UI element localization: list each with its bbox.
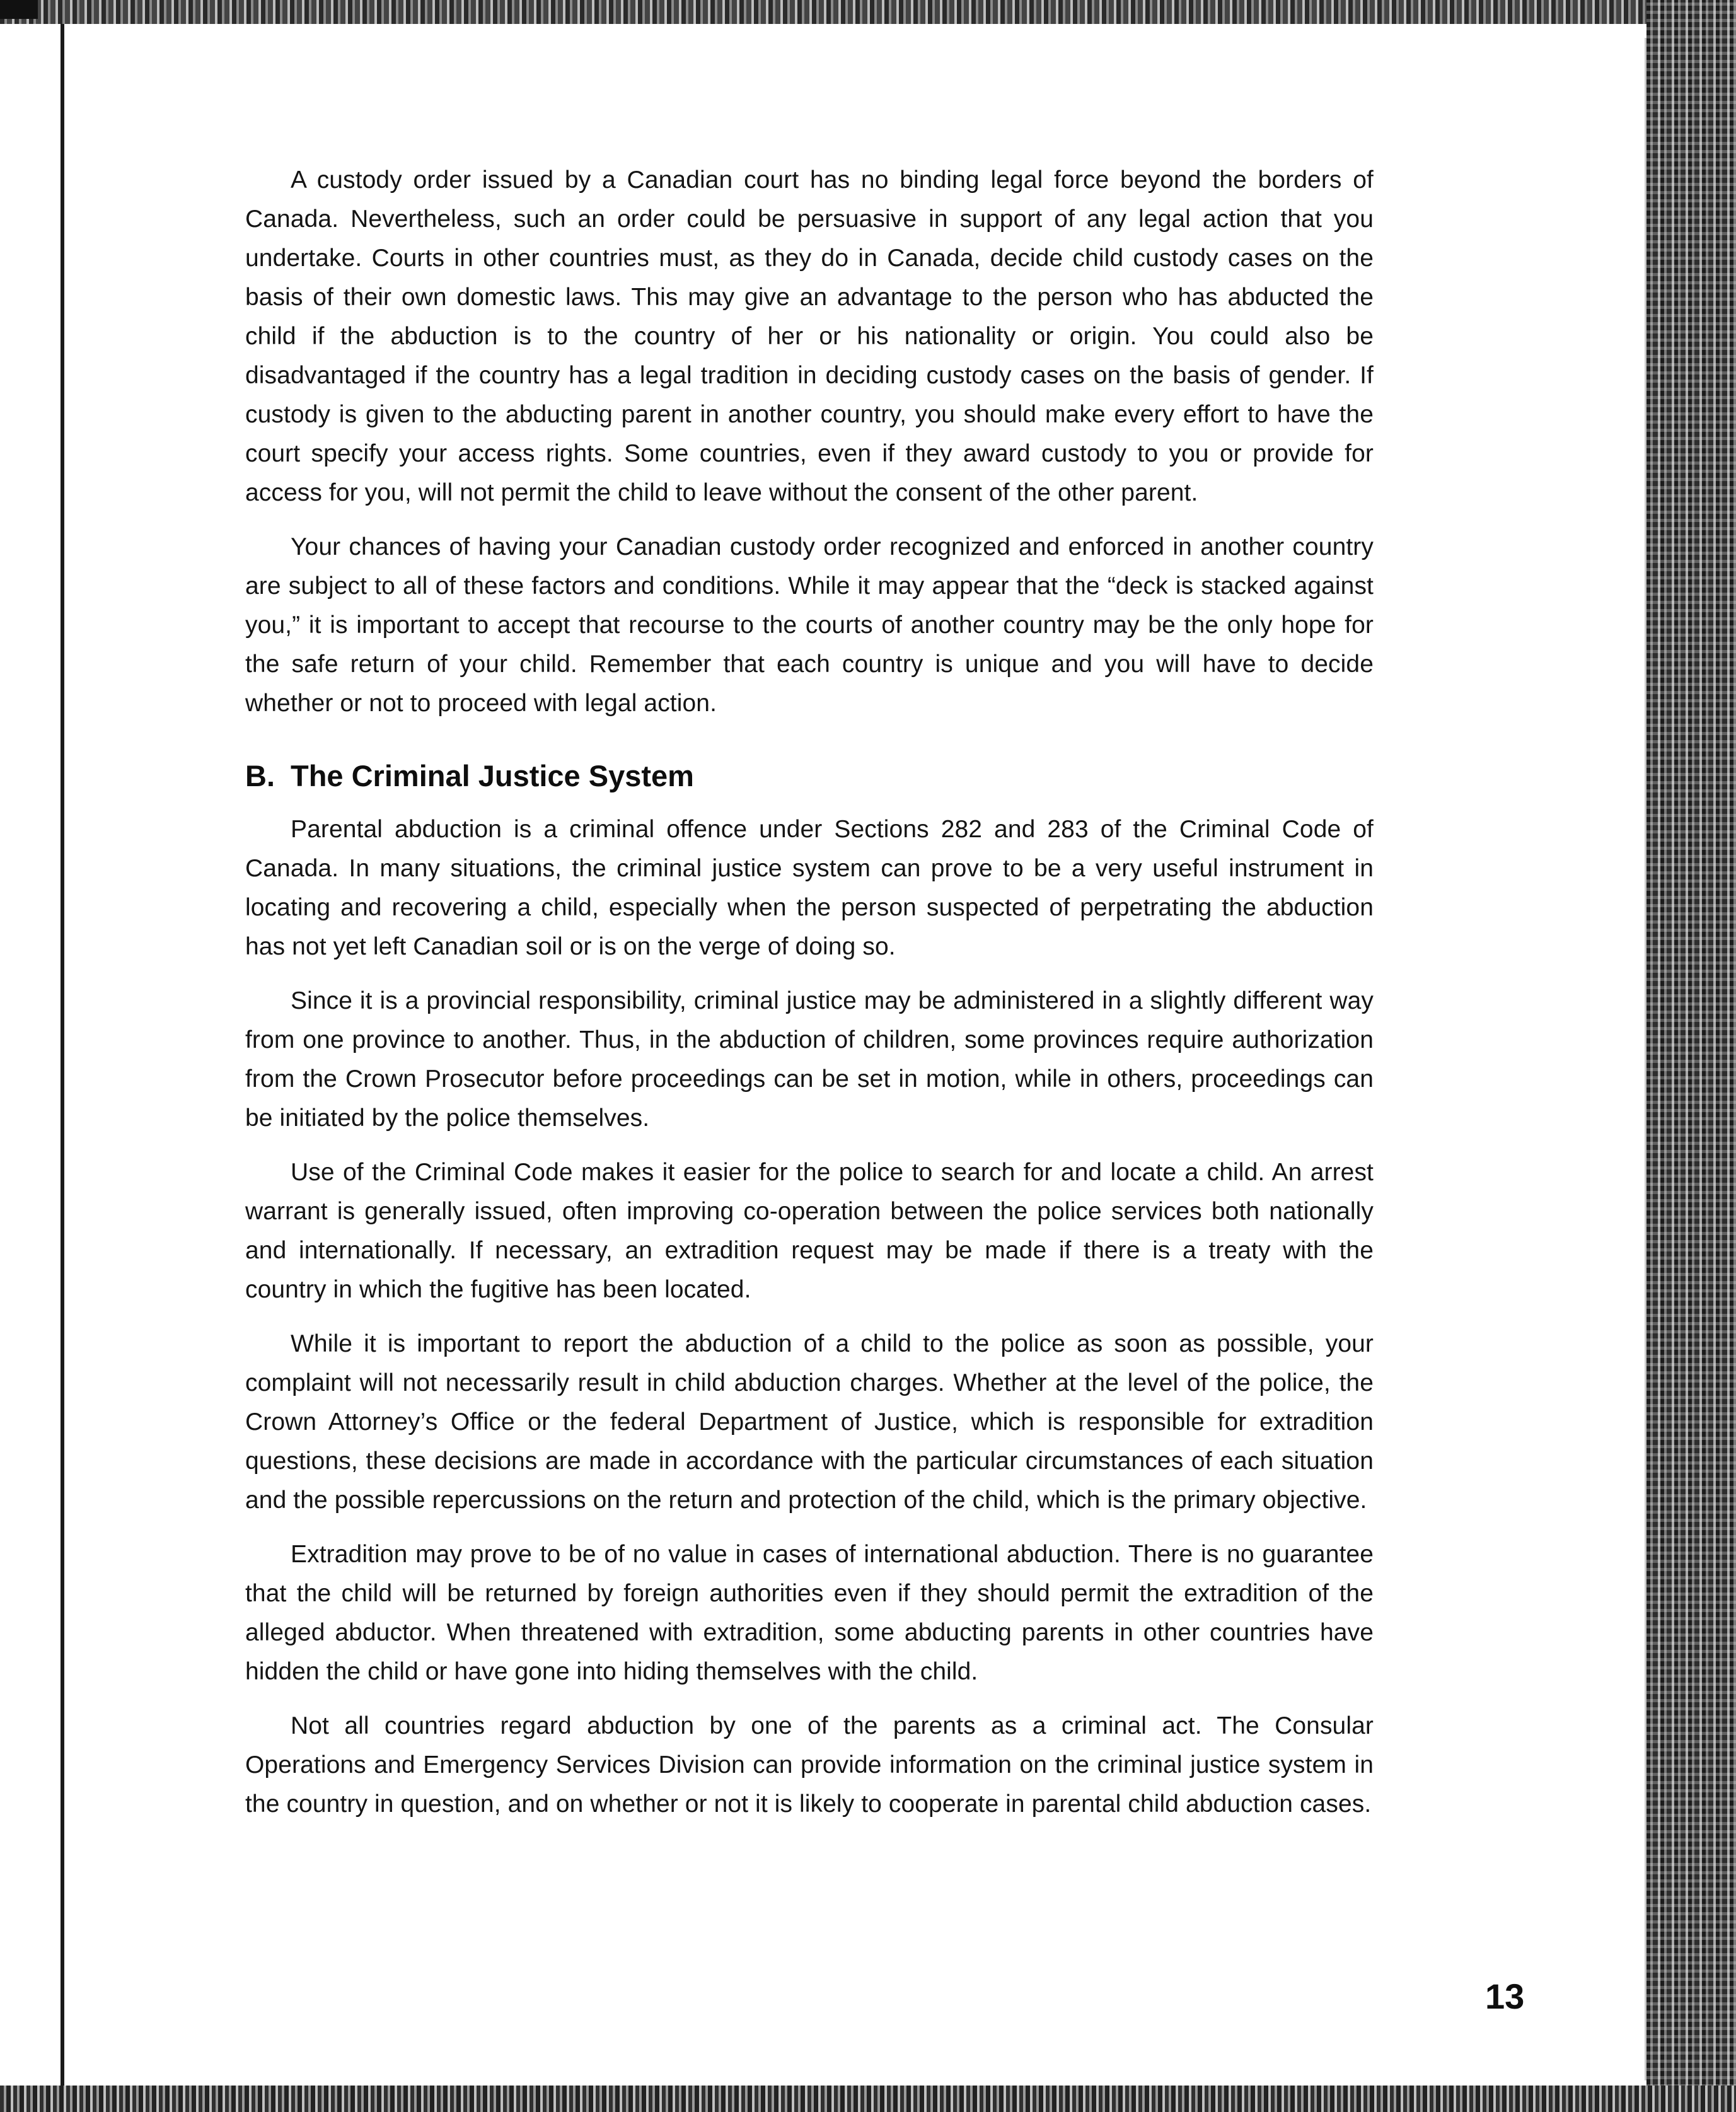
scan-edge-top (0, 0, 1736, 24)
paragraph-criminal-code-use: Use of the Criminal Code makes it easier for the police to search for and locate a child. An arrest warrant is generally issued, often improving co-operation between the police services both nationally and internationally. If necessary, an extradition request may be made if there is a treaty with the country in which the fugitive has been located. (245, 1159, 1374, 1303)
paragraph-your-chances: Your chances of having your Canadian custody order recognized and enforced in another country are subject to all of these factors and conditions. While it may appear that the “deck is stacked against you,” it is important to accept that recourse to the courts of another country may be the only hope for the safe return of your child. Remember that each country is unique and you will have to decide whether or not to proceed with legal action. (245, 533, 1374, 717)
paragraph-report-to-police: While it is important to report the abduction of a child to the police as soon as possible, your complaint will not necessarily result in child abduction charges. Whether at the level of the police, the Crown Attorney’s Office or the federal Department of Justice, which is responsible for extradition questions, these decisions are made in accordance with the particular circumstances of each situation and the possible repercussions on the return and protection of the child, which is the primary objective. (245, 1330, 1374, 1514)
paragraph-not-all-countries: Not all countries regard abduction by one of the parents as a criminal act. The Consular Operations and Emergency Services Division can provide information on the criminal justice system in the country in question, and on whether or not it is likely to cooperate in parental child abduction cases. (245, 1712, 1374, 1818)
paragraph-provincial-responsibility: Since it is a provincial responsibility, criminal justice may be administered in a slightly different way from one province to another. Thus, in the abduction of children, some provinces require authorization from the Crown Prosecutor before proceedings can be set in motion, while in others, proceedings can be initiated by the police themselves. (245, 987, 1374, 1132)
scan-edge-left (61, 24, 64, 2086)
page-body (245, 161, 1374, 1839)
section-heading-criminal-justice (245, 757, 1374, 795)
scan-edge-bottom (0, 2086, 1736, 2112)
paragraph-parental-abduction-offence: Parental abduction is a criminal offence under Sections 282 and 283 of the Criminal Code of Canada. In many situations, the criminal justice system can prove to be a very useful instrument in locating and recovering a child, especially when the person suspected of perpetrating the abduction has not yet left Canadian soil or is on the verge of doing so. (245, 816, 1374, 960)
section-title: The Criminal Justice System (291, 759, 694, 792)
page-number: 13 (1485, 1976, 1525, 2016)
paragraph-extradition-value: Extradition may prove to be of no value in cases of international abduction. There is no guarantee that the child will be returned by foreign authorities even if they should permit the extradition of the alleged abductor. When threatened with extradition, some abducting parents in other countries have hidden the child or have gone into hiding themselves with the child. (245, 1541, 1374, 1685)
scan-mark-top-left (0, 0, 38, 19)
section-letter: B. (245, 759, 275, 792)
paragraph-custody-order: A custody order issued by a Canadian court has no binding legal force beyond the borders of Canada. Nevertheless, such an order could be persuasive in support of any legal action that you undertake. Courts in other countries must, as they do in Canada, decide child custody cases on the basis of their own domestic laws. This may give an advantage to the person who has abducted the child if the abduction is to the country of her or his nationality or origin. You could also be disadvantaged if the country has a legal tradition in deciding custody cases on the basis of gender. If custody is given to the abducting parent in another country, you should make every effort to have the court specify your access rights. Some countries, even if they award custody to you or provide for access for you, will not permit the child to leave without the consent of the other parent. (245, 166, 1374, 506)
scan-edge-right (1646, 0, 1736, 2112)
